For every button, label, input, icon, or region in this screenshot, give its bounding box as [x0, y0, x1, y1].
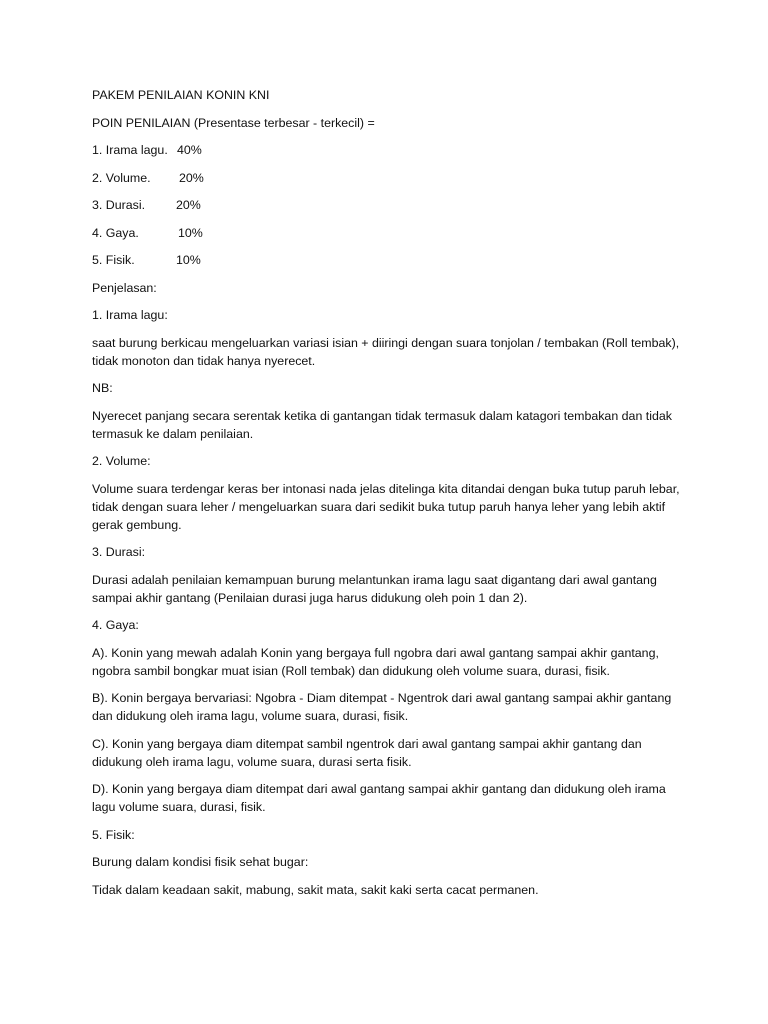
nb-heading: NB:	[92, 381, 113, 395]
score-row-irama	[92, 141, 682, 159]
document-page	[92, 86, 682, 908]
gaya-heading: 4. Gaya:	[92, 618, 139, 632]
irama-heading: 1. Irama lagu:	[92, 308, 168, 322]
score-row-volume	[92, 169, 682, 187]
poin-heading: POIN PENILAIAN (Presentase terbesar - terkecil) =	[92, 115, 375, 130]
volume-heading: 2. Volume:	[92, 454, 151, 468]
score-row-durasi	[92, 196, 682, 214]
score-label: 2. Volume.	[92, 170, 151, 185]
irama-text: saat burung berkicau mengeluarkan variasi isian + diiringi dengan suara tonjolan / tembakan (Roll tembak), tidak monoton dan tidak hanya nyerecet.	[92, 335, 680, 368]
penjelasan-heading: Penjelasan:	[92, 280, 157, 295]
score-label: 4. Gaya.	[92, 225, 139, 240]
score-row-fisik	[92, 251, 682, 269]
score-label: 3. Durasi.	[92, 198, 146, 212]
fisik-heading: 5. Fisik:	[92, 827, 135, 842]
fisik-text-2: Tidak dalam keadaan sakit, mabung, sakit mata, sakit kaki serta cacat permanen.	[92, 882, 539, 897]
document-title: PAKEM PENILAIAN KONIN KNI	[92, 88, 270, 102]
volume-text: Volume suara terdengar keras ber intonasi nada jelas ditelinga kita ditandai dengan buka tutup paruh lebar, tidak dengan suara leher / mengeluarkan suara dari sedikit buka tutup paruh hanya leher yang lebih aktif gerak gembung.	[92, 481, 680, 532]
gaya-a-text: A). Konin yang mewah adalah Konin yang bergaya full ngobra dari awal gantang sampai akhir gantang, ngobra sambil bongkar muat isian (Roll tembak) dan didukung oleh volume suara, durasi, fisik.	[92, 645, 659, 678]
durasi-heading: 3. Durasi:	[92, 545, 146, 559]
score-value: 10%	[176, 253, 201, 267]
score-value: 40%	[177, 143, 202, 157]
score-label: 5. Fisik.	[92, 253, 135, 267]
nb-text: Nyerecet panjang secara serentak ketika di gantangan tidak termasuk dalam katagori tembakan dan tidak termasuk ke dalam penilaian.	[92, 408, 672, 441]
score-row-gaya	[92, 224, 682, 242]
score-value: 10%	[178, 225, 203, 240]
fisik-text-1: Burung dalam kondisi fisik sehat bugar:	[92, 855, 309, 869]
durasi-text: Durasi adalah penilaian kemampuan burung melantunkan irama lagu saat digantang dari awal gantang sampai akhir gantang (Penilaian durasi juga harus didukung oleh poin 1 dan 2).	[92, 572, 657, 605]
score-value: 20%	[176, 198, 201, 212]
gaya-b-text: B). Konin bergaya bervariasi: Ngobra - Diam ditempat - Ngentrok dari awal gantang sampai akhir gantang dan didukung oleh irama lagu, volume suara, durasi, fisik.	[92, 691, 672, 723]
gaya-c-text: C). Konin yang bergaya diam ditempat sambil ngentrok dari awal gantang sampai akhir gantang dan didukung oleh irama lagu, volume suara, durasi serta fisik.	[92, 736, 642, 769]
score-value: 20%	[179, 170, 204, 185]
gaya-d-text: D). Konin yang bergaya diam ditempat dari awal gantang sampai akhir gantang dan didukung oleh irama lagu volume suara, durasi, fisik.	[92, 782, 666, 814]
score-label: 1. Irama lagu.	[92, 143, 168, 157]
